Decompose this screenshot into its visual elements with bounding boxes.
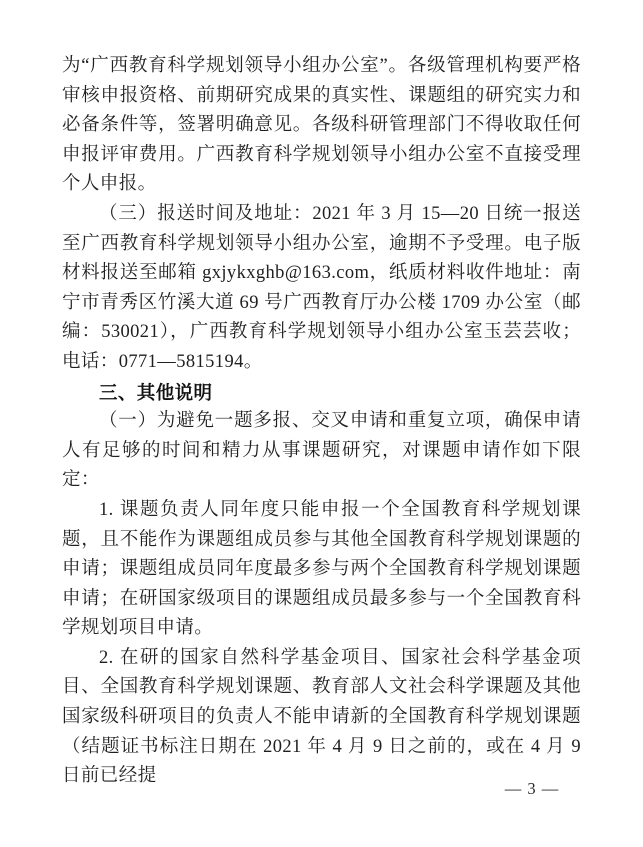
paragraph-rule-2: 2. 在研的国家自然科学基金项目、国家社会科学基金项目、全国教育科学规划课题、教育部人文社会科学课题及其他国家级科研项目的负责人不能申请新的全国教育科学规划课题（结题证书标注日期在 2021 年 4 月 9 日之前的，或在 4 月 9 日前已经提 [62, 647, 581, 787]
page-number: — 3 — [504, 779, 560, 798]
document-body [62, 52, 581, 792]
paragraph-submission-time-address: （三）报送时间及地址：2021 年 3 月 15—20 日统一报送至广西教育科学规划领导小组办公室，逾期不予受理。电子版材料报送至邮箱 gxjykxghb@163.com，纸质材料收件地址：南宁市青秀区竹溪大道 69 号广西教育厅办公楼 1709 办公室（邮编：530021），广西教育科学规划领导小组办公室玉芸芸收；电话：0771—5815194。 [62, 203, 581, 372]
paragraph-restrictions-intro: （一）为避免一题多报、交叉申请和重复立项，确保申请人有足够的时间和精力从事课题研究，对课题申请作如下限定： [62, 411, 581, 491]
section-heading-other-notes: 三、其他说明 [99, 381, 213, 403]
paragraph-rule-1: 1. 课题负责人同年度只能申报一个全国教育科学规划课题，且不能作为课题组成员参与其他全国教育科学规划课题的申请；课题组成员同年度最多参与两个全国教育科学规划课题申请；在研国家级项目的课题组成员最多参与一个全国教育科学规划项目申请。 [62, 499, 581, 639]
paragraph-management-review: 为“广西教育科学规划领导小组办公室”。各级管理机构要严格审核申报资格、前期研究成果的真实性、课题组的研究实力和必备条件等，签署明确意见。各级科研管理部门不得收取任何申报评审费用。广西教育科学规划领导小组办公室不直接受理个人申报。 [62, 56, 581, 195]
